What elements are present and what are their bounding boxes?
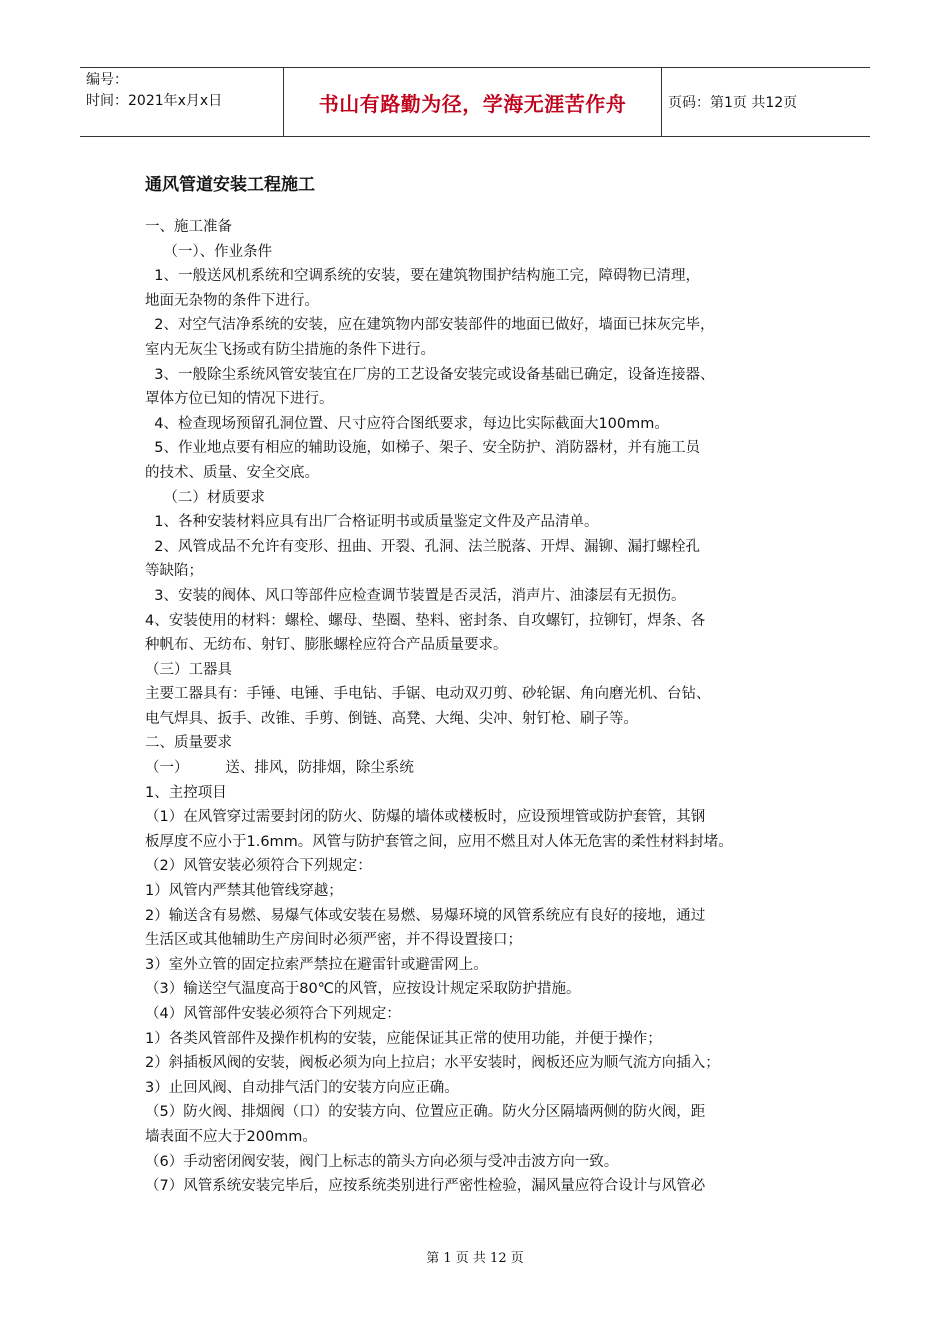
body-line: 4、安装使用的材料：螺栓、螺母、垫圈、垫料、密封条、自攻螺钉，拉铆钉，焊条、各 xyxy=(145,612,706,629)
body-line: 5、作业地点要有相应的辅助设施，如梯子、架子、安全防护、消防器材，并有施工员 xyxy=(145,440,700,457)
page-footer: 第 1 页 共 12 页 xyxy=(426,1251,524,1266)
body-line: 一、施工准备 xyxy=(145,219,232,235)
body-line: 板厚度不应小于1.6mm。风管与防护套管之间，应用不燃且对人体无危害的柔性材料封堵。 xyxy=(145,833,733,850)
body-line: 2）斜插板风阀的安装，阀板必须为向上拉启；水平安装时，阀板还应为顺气流方向插入； xyxy=(145,1055,720,1072)
body-line: 4、检查现场预留孔洞位置、尺寸应符合图纸要求，每边比实际截面大100mm。 xyxy=(145,415,669,432)
body-line: 二、质量要求 xyxy=(145,735,232,752)
body-line: 电气焊具、扳手、改锥、手剪、倒链、高凳、大绳、尖冲、射钉枪、刷子等。 xyxy=(145,710,638,727)
body-line: （5）防火阀、排烟阀（口）的安装方向、位置应正确。防火分区隔墙两侧的防火阀，距 xyxy=(145,1104,706,1121)
body-line: 罩体方位已知的情况下进行。 xyxy=(145,391,334,408)
body-line: （7）风管系统安装完毕后，应按系统类别进行严密性检验，漏风量应符合设计与风管必 xyxy=(145,1178,706,1195)
body-line: 3、安装的阀体、风口等部件应检查调节装置是否灵活，消声片、油漆层有无损伤。 xyxy=(145,587,686,604)
body-line: （4）风管部件安装必须符合下列规定： xyxy=(145,1006,401,1022)
motto-text: 书山有路勤为径，学海无涯苦作舟 xyxy=(318,91,627,116)
body-line: 1）各类风管部件及操作机构的安装，应能保证其正常的使用功能，并便于操作； xyxy=(145,1030,662,1047)
body-line: 的技术、质量、安全交底。 xyxy=(145,464,319,481)
body-line: 种帆布、无纺布、射钉、膨胀螺栓应符合产品质量要求。 xyxy=(145,637,508,654)
header-motto-cell xyxy=(284,68,662,136)
body-line: 1、各种安装材料应具有出厂合格证明书或质量鉴定文件及产品清单。 xyxy=(145,514,599,531)
body-line: 3）室外立管的固定拉索严禁拉在避雷针或避雷网上。 xyxy=(145,956,488,973)
body-line: 2、风管成品不允许有变形、扭曲、开裂、孔洞、法兰脱落、开焊、漏铆、漏打螺栓孔 xyxy=(145,538,700,555)
body-line: 生活区或其他辅助生产房间时必须严密，并不得设置接口； xyxy=(145,932,522,949)
document-title: 通风管道安装工程施工 xyxy=(145,175,315,195)
time-label: 时间：2021年x月x日 xyxy=(86,93,223,109)
body-line: （一）、作业条件 xyxy=(145,243,273,260)
page-info: 页码：第1页 共12页 xyxy=(668,95,798,111)
header-table xyxy=(80,67,870,137)
body-line: （3）输送空气温度高于80℃的风管，应按设计规定采取防护措施。 xyxy=(145,981,581,998)
body-line: 1）风管内严禁其他管线穿越； xyxy=(145,883,343,900)
body-line: 等缺陷； xyxy=(145,563,203,580)
body-line: 主要工器具有：手锤、电锤、手电钻、手锯、电动双刃剪、砂轮锯、角向磨光机、台钻、 xyxy=(145,686,711,703)
body-line: 室内无灰尘飞扬或有防尘措施的条件下进行。 xyxy=(145,341,435,358)
body-line: 2、对空气洁净系统的安装，应在建筑物内部安装部件的地面已做好，墙面已抹灰完毕， xyxy=(145,317,715,334)
body-line: （一） 送、排风，防排烟，除尘系统 xyxy=(145,760,414,777)
body-line: 3、一般除尘系统风管安装宜在厂房的工艺设备安装完或设备基础已确定，设备连接器、 xyxy=(145,366,715,383)
body-line: 1、主控项目 xyxy=(145,784,227,801)
body-line: 1、一般送风机系统和空调系统的安装，要在建筑物围护结构施工完，障碍物已清理， xyxy=(145,268,700,285)
header-meta-cell xyxy=(80,68,284,136)
body-line: 墙表面不应大于200mm。 xyxy=(145,1128,317,1145)
body-line: 2）输送含有易燃、易爆气体或安装在易燃、易爆环境的风管系统应有良好的接地，通过 xyxy=(145,907,706,924)
body-line: （二）材质要求 xyxy=(145,489,265,506)
body-line: （三）工器具 xyxy=(145,661,232,678)
body-line: （2）风管安装必须符合下列规定： xyxy=(145,858,372,875)
document-body xyxy=(145,215,805,1199)
body-line: （1）在风管穿过需要封闭的防火、防爆的墙体或楼板时，应设预埋管或防护套管，其钢 xyxy=(145,809,706,826)
number-label: 编号： xyxy=(86,72,128,88)
header-page-cell xyxy=(662,68,870,136)
body-line: 3）止回风阀、自动排气活门的安装方向应正确。 xyxy=(145,1079,459,1096)
body-line: 地面无杂物的条件下进行。 xyxy=(145,292,319,309)
body-line: （6）手动密闭阀安装，阀门上标志的箭头方向必须与受冲击波方向一致。 xyxy=(145,1153,619,1170)
